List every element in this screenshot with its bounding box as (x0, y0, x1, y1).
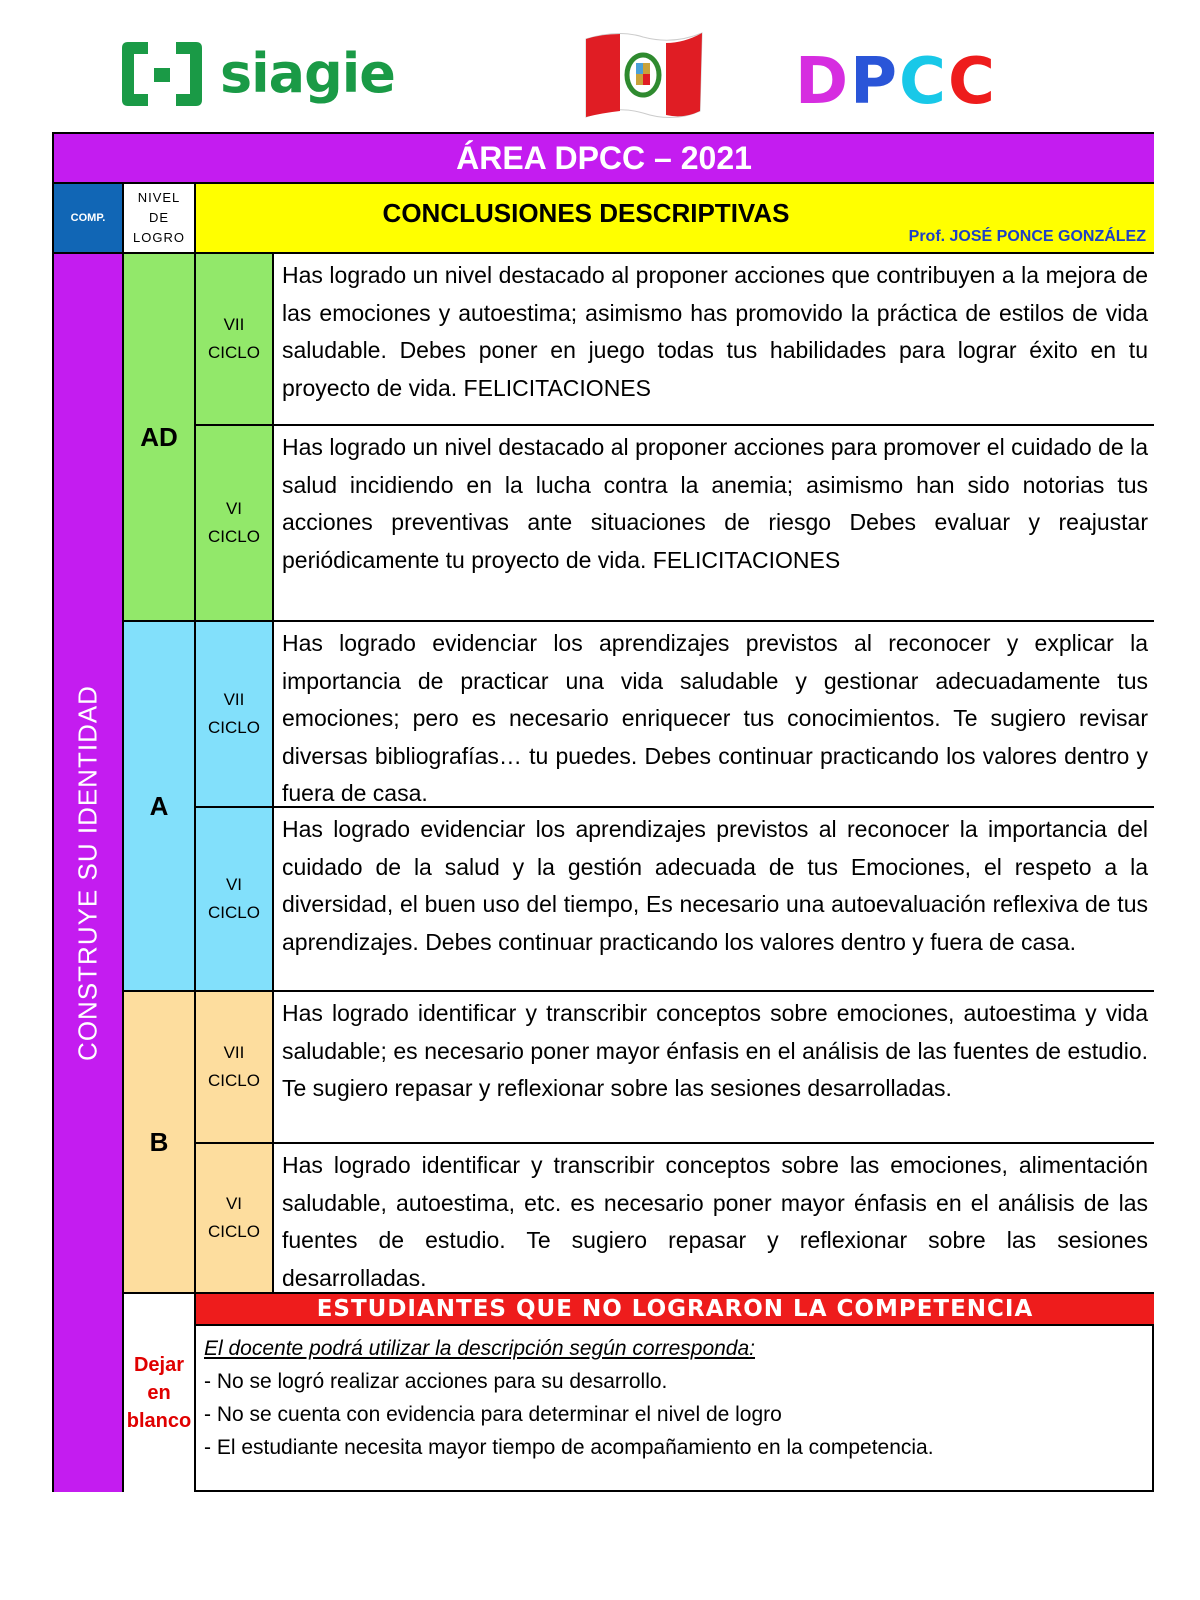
not-achieved-item: - No se cuenta con evidencia para determinar el nivel de logro (204, 1403, 782, 1426)
level-a: A (124, 622, 196, 992)
ciclo-number: VII (223, 1043, 245, 1062)
conclusion-text: Has logrado evidenciar los aprendizajes previstos al reconocer y explicar la importancia de practicar una vida saludable y gestionar adecuadamente tus emociones; pero es necesario enriquecer tus conocimientos. Te sugiero revisar diversas bibliografías… tu puedes. Debes continuar practicando los valores dentro y fuera de casa. (274, 622, 1154, 808)
conclusion-text: Has logrado un nivel destacado al proponer acciones para promover el cuidado de la salud incidiendo en la lucha contra la anemia; asimismo han sido notorias tus acciones preventivas ante situaciones de riesgo Debes evaluar y reajustar periódicamente tu proyecto de vida. FELICITACIONES (274, 426, 1154, 622)
not-achieved-title: ESTUDIANTES QUE NO LOGRARON LA COMPETENCIA (196, 1294, 1154, 1326)
ciclo-number: VI (225, 1194, 243, 1213)
not-achieved-item: - El estudiante necesita mayor tiempo de acompañamiento en la competencia. (204, 1436, 934, 1459)
not-achieved-body (196, 1326, 1154, 1492)
siagie-mark-icon (118, 38, 206, 110)
ciclo-cell (196, 254, 274, 426)
ciclo-cell (196, 622, 274, 808)
siagie-logo (118, 38, 395, 110)
nivel-header-line: DE (148, 210, 170, 225)
dpcc-letter: C (899, 45, 948, 119)
blank-label-line: Dejar (133, 1354, 185, 1376)
competencia-label: CONSTRUYE SU IDENTIDAD (72, 685, 103, 1061)
comp-header: COMP. (54, 184, 124, 254)
table-title: ÁREA DPCC – 2021 (54, 134, 1154, 184)
level-ad: AD (124, 254, 196, 622)
conclusion-text: Has logrado identificar y transcribir conceptos sobre las emociones, alimentación saludable, autoestima, etc. es necesario poner mayor énfasis en el análisis de las fuentes de estudio. Te sugiero repasar y reflexionar sobre las sesiones desarrolladas. (274, 1144, 1154, 1294)
ciclo-word: CICLO (208, 903, 260, 922)
level-b: B (124, 992, 196, 1294)
nivel-header-line: LOGRO (133, 230, 185, 245)
ciclo-word: CICLO (208, 343, 260, 362)
not-achieved-intro: El docente podrá utilizar la descripción según corresponda: (204, 1337, 755, 1360)
ciclo-cell (196, 992, 274, 1144)
ciclo-number: VII (223, 690, 245, 709)
conclusion-text: Has logrado evidenciar los aprendizajes previstos al reconocer la importancia del cuidado de la salud y la gestión adecuada de tus Emociones, el respeto a la diversidad, el buen uso del tiempo, Es necesario una autoevaluación reflexiva de tus aprendizajes. Debes continuar practicando los valores dentro y fuera de casa. (274, 808, 1154, 992)
blank-label-line: blanco (126, 1410, 192, 1432)
ciclo-cell (196, 1144, 274, 1294)
conclusiones-header (196, 184, 1154, 254)
conclusiones-title: CONCLUSIONES DESCRIPTIVAS (382, 198, 790, 228)
ciclo-word: CICLO (208, 1071, 260, 1090)
ciclo-word: CICLO (208, 1222, 260, 1241)
blank-label-line: en (147, 1382, 171, 1404)
conclusions-table (52, 132, 1154, 1492)
competencia-column (54, 254, 124, 1492)
ciclo-cell (196, 426, 274, 622)
peru-flag-icon (578, 25, 708, 125)
ciclo-number: VII (223, 315, 245, 334)
not-achieved-item: - No se logró realizar acciones para su desarrollo. (204, 1370, 668, 1393)
siagie-text: siagie (220, 42, 395, 105)
nivel-header-line: NIVEL (137, 190, 181, 205)
teacher-name: Prof. JOSÉ PONCE GONZÁLEZ (908, 228, 1146, 245)
dpcc-letters (795, 45, 997, 119)
ciclo-cell (196, 808, 274, 992)
blank-level (124, 1294, 196, 1492)
conclusion-text: Has logrado identificar y transcribir conceptos sobre emociones, autoestima y vida saludable; es necesario poner mayor énfasis en el análisis de las fuentes de estudio. Te sugiero repasar y reflexionar sobre las sesiones desarrolladas. (274, 992, 1154, 1144)
ciclo-word: CICLO (208, 527, 260, 546)
dpcc-logo (795, 45, 997, 119)
nivel-header (124, 184, 196, 254)
ciclo-number: VI (225, 499, 243, 518)
ciclo-number: VI (225, 875, 243, 894)
dpcc-letter: C (948, 45, 997, 119)
ciclo-word: CICLO (208, 718, 260, 737)
conclusion-text: Has logrado un nivel destacado al proponer acciones que contribuyen a la mejora de las emociones y autoestima; asimismo has promovido la práctica de estilos de vida saludable. Debes poner en juego todas tus habilidades para lograr éxito en tu proyecto de vida. FELICITACIONES (274, 254, 1154, 426)
dpcc-letter: D (795, 45, 851, 119)
dpcc-letter: P (850, 45, 900, 119)
